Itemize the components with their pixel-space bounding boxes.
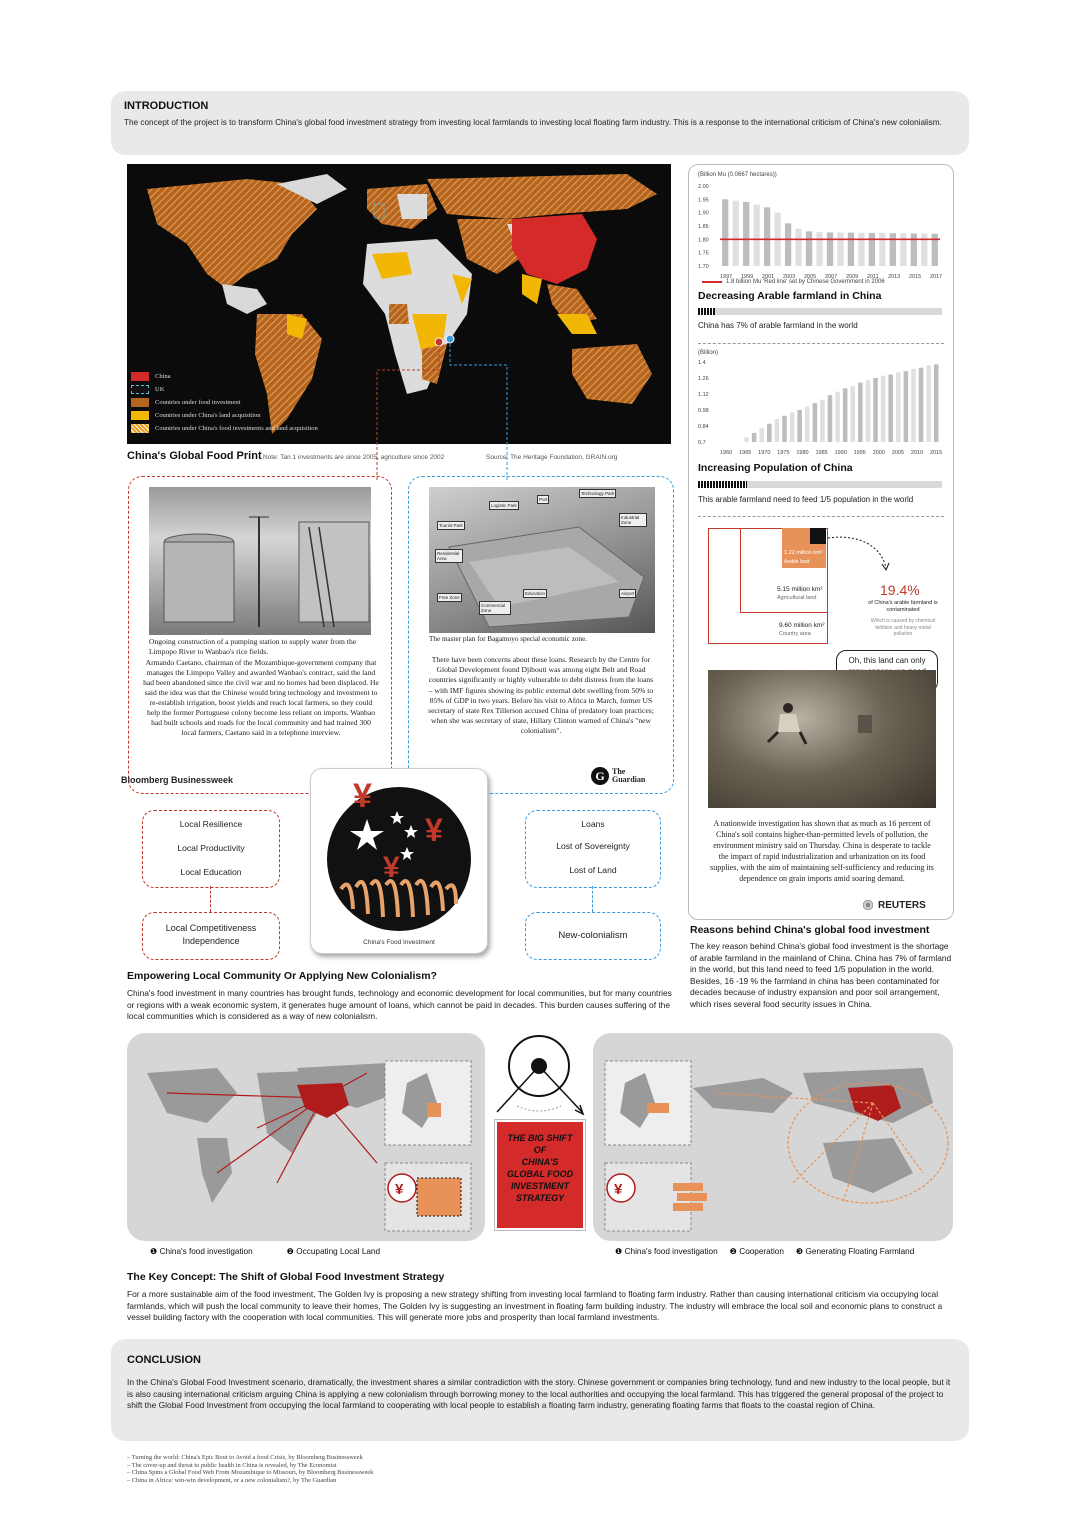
bar: [888, 375, 893, 442]
bar: [900, 233, 906, 266]
plan-label: Port: [539, 497, 548, 502]
legend-item: ❷ Cooperation: [729, 1247, 784, 1256]
bar: [873, 378, 878, 442]
conclusion-panel: [111, 1339, 969, 1441]
bar: [806, 231, 812, 266]
y-tick-label: 1.12: [698, 392, 709, 398]
bar: [835, 392, 840, 442]
divider: [698, 516, 944, 517]
bar: [827, 232, 833, 266]
percent-note: Which is caused by chemical fertilizer and heavy metal pollution: [870, 618, 936, 637]
x-tick-label: 2005: [804, 274, 817, 280]
chart1-title: Decreasing Arable farmland in China: [698, 290, 882, 302]
intro-panel: [111, 91, 969, 155]
guardian-logo: [591, 767, 645, 785]
contaminated-square: [810, 528, 826, 544]
bar: [858, 233, 864, 266]
farmer-figure-icon: [708, 670, 936, 808]
plan-label: Free Zone: [439, 595, 460, 600]
bar: [813, 403, 818, 442]
speech-bubble-text: Oh, this land can only: [848, 656, 926, 665]
guardian-card: [408, 476, 674, 794]
pill-item: Lost of Land: [569, 865, 617, 875]
bar: [775, 419, 780, 442]
y-tick-label: 1.75: [698, 250, 709, 257]
y-tick-label: 1.95: [698, 197, 709, 204]
plan-label: Technology Park: [581, 491, 615, 496]
bar: [921, 233, 927, 266]
map-connectors: [127, 340, 687, 490]
svg-text:¥: ¥: [395, 1181, 404, 1198]
competitiveness-pill: [142, 912, 280, 960]
box1-value: 1.22 million km²: [784, 550, 823, 556]
reuters-logo: [862, 899, 926, 911]
chart1-progress: [698, 308, 942, 315]
x-tick-label: 2007: [825, 274, 838, 280]
bar: [926, 365, 931, 442]
legend-item: ❸ Generating Floating Farmland: [795, 1247, 915, 1256]
center-caption: China's Food Investment: [363, 939, 435, 946]
plan-label: Education: [525, 591, 546, 596]
x-tick-label: 1999: [741, 274, 754, 280]
y-tick-label: 0.7: [698, 440, 706, 446]
reference-item: – Turning the world: China's Epic Bout to Avoid a food Crisis, by Bloomberg Businessweek: [127, 1454, 363, 1461]
shift-legend-left: [150, 1246, 380, 1256]
big-shift-box: [495, 1120, 585, 1230]
pill-item: Local Resilience: [179, 819, 243, 829]
big-shift-line: CHINA'S: [521, 1157, 559, 1167]
bar: [764, 207, 770, 266]
bar: [767, 424, 772, 442]
pill-item: Local Education: [180, 867, 242, 877]
y-tick-label: 1.85: [698, 224, 709, 230]
guardian-logo-text: [612, 768, 645, 784]
bloomberg-logo: Bloomberg Businessweek: [121, 775, 234, 785]
chart1-legend-text: 1.8 billion Mu 'Red line' set by Chinese Government in 2006: [726, 279, 885, 285]
bar: [754, 205, 760, 266]
china-food-investment-emblem: [311, 769, 487, 939]
bar: [733, 201, 739, 266]
chart1-subtitle: China has 7% of arable farmland in the world: [698, 321, 858, 330]
divider: [698, 343, 944, 344]
pill-item: New-colonialism: [558, 930, 628, 941]
chart1-plot: [698, 182, 946, 282]
svg-text:¥: ¥: [353, 777, 372, 815]
bar: [820, 400, 825, 442]
bar: [843, 388, 848, 442]
box3-value: 9.60 million km²: [779, 622, 825, 629]
map-caption-note: Note: Tan 1 investments are since 2005, agriculture since 2002: [263, 454, 445, 461]
bloomberg-card: [121, 476, 392, 794]
x-tick-label: 2013: [888, 274, 901, 280]
arable-square: [782, 528, 826, 568]
bar: [919, 368, 924, 442]
legend-label: Countries under China's food investments and land acquisition: [155, 425, 318, 432]
bar: [805, 407, 810, 442]
shift-legend-right: [615, 1246, 914, 1256]
svg-text:¥: ¥: [425, 812, 443, 848]
reuters-logo-text: REUTERS: [878, 899, 926, 911]
x-tick-label: 2017: [930, 274, 943, 280]
reference-item: – The cover-up and threat to public health in China is revealed, by The Economist: [127, 1461, 337, 1469]
legend-label: UK: [155, 386, 165, 393]
guardian-caption: The master plan for Bagamoyo special economic zone.: [429, 635, 588, 643]
bar: [795, 229, 801, 266]
empower-title: Empowering Local Community Or Applying New Colonialism?: [127, 970, 437, 982]
reuters-dots-icon: [862, 899, 874, 911]
pumping-station-photo: [149, 487, 371, 635]
legend-label: China: [155, 373, 171, 380]
y-tick-label: 0.98: [698, 408, 709, 414]
bar: [850, 386, 855, 442]
big-shift-line: THE BIG SHIFT: [507, 1133, 573, 1143]
pill-item: Local Competitiveness Independence: [165, 923, 257, 946]
y-tick-label: 2.00: [698, 184, 709, 190]
map-caption-source: Source: The Heritage Foundation, GRAIN.org: [486, 454, 618, 461]
x-tick-label: 2015: [909, 274, 922, 280]
bagamoyo-plan-image: [429, 487, 655, 633]
x-tick-label: 1960: [720, 450, 733, 456]
x-tick-label: 2010: [910, 450, 924, 456]
x-tick-label: 1995: [853, 450, 866, 456]
chart1-progress-fill: [698, 308, 715, 315]
north-america: [147, 179, 317, 289]
x-tick-label: 2000: [872, 450, 885, 456]
chart2-progress: [698, 481, 942, 488]
bar: [881, 376, 886, 442]
contamination-arrow: [826, 534, 896, 574]
svg-text:¥: ¥: [614, 1181, 623, 1198]
bar: [866, 380, 871, 442]
bar: [896, 372, 901, 442]
chart1-legend: [702, 279, 885, 285]
box2-label: Agricultural land: [777, 595, 817, 601]
x-tick-label: 2005: [891, 450, 905, 456]
shift-panel-right: [593, 1033, 953, 1241]
bar: [759, 428, 764, 442]
guardian-logo-the: The: [612, 767, 626, 776]
box3-label: Country area: [779, 631, 811, 637]
bar: [879, 233, 885, 266]
china-region: [512, 214, 597, 284]
red-line-swatch: [702, 281, 722, 283]
percent-label: of China's arable farmland is contaminated: [868, 600, 938, 613]
center-card: [310, 768, 488, 954]
bar: [934, 364, 939, 442]
x-tick-label: 1980: [796, 450, 809, 456]
chart1-ylabel: (Billion Mu (0.0667 hectares)): [698, 172, 777, 178]
bloomberg-caption: Ongoing construction of a pumping station to supply water from the Limpopo River to Wanbao's rice fields.: [149, 637, 357, 656]
intro-text: The concept of the project is to transform China's global food investment strategy from investing local farmlands to investing local floating farm industry. This is a response to the international criticism of China's new colonialism.: [124, 118, 942, 127]
x-tick-label: 2015: [930, 450, 943, 456]
keyconcept-title: The Key Concept: The Shift of Global Food Investment Strategy: [127, 1271, 445, 1283]
chart-population: [698, 350, 946, 510]
connector: [592, 886, 593, 912]
bar: [837, 232, 843, 266]
new-colonialism-pill: [525, 912, 661, 960]
x-tick-label: 2003: [783, 274, 796, 280]
y-tick-label: 1.4: [698, 360, 706, 366]
bar: [752, 433, 757, 442]
bar: [743, 202, 749, 266]
bar: [904, 371, 909, 442]
map-caption-title: China's Global Food Print: [127, 450, 262, 462]
legend-item: ❶ China's food investigation: [615, 1247, 718, 1256]
box1-label: Arable land: [784, 559, 810, 565]
big-shift-line: INVESTMENT: [510, 1181, 569, 1191]
big-shift-title: [497, 1122, 583, 1204]
legend-item: ❶ China's food investigation: [150, 1247, 253, 1256]
plan-label: Commercial Zone: [479, 601, 511, 615]
shift-arrow-icon: [487, 1030, 591, 1130]
bar: [782, 416, 787, 442]
reasons-title: Reasons behind China's global food investment: [690, 924, 930, 936]
x-tick-label: 1990: [834, 450, 847, 456]
x-tick-label: 2011: [867, 274, 879, 280]
bar: [828, 395, 833, 442]
conclusion-title: CONCLUSION: [127, 1354, 201, 1366]
big-shift-line: OF: [533, 1145, 547, 1155]
y-tick-label: 1.90: [698, 210, 709, 217]
polluted-land-photo: [708, 670, 936, 808]
reasons-text: The key reason behind China's global food investment is the shortage of arable farmland in the mainland of China. China has 7% of farmland in the world, but this land need to feed 1/5 population in the world. Besides, 16 -19 % the farmland in china has been contaminated for decades because of industry expansion and poor soil arrangement, which rises several food security issues in China.: [690, 941, 952, 1009]
y-tick-label: 1.26: [698, 376, 709, 382]
conclusion-text: In the China's Global Food Investment scenario, dramatically, the investment shares a similar contradiction with the story. Chinese government or companies bring technology, fund and new industry to the local people, but it is also causing international criticism arguing China is applying a new colonialism through borrowing money to the local authorities and occupying the local farmland. This has triggered the general proposal of the project to shift the Global Food Investment from occupying the local farmland to cooperating with local people to establish a floating farm industry, generating floating farms that floats to the coastal region of China.: [127, 1377, 951, 1410]
russia: [427, 174, 657, 219]
risks-pill: [525, 810, 661, 888]
plan-label: Industrial Zone: [619, 513, 647, 527]
pill-item: Local Productivity: [177, 843, 245, 853]
chart2-ylabel: (Billion): [698, 350, 719, 356]
big-shift-line: GLOBAL FOOD: [506, 1169, 574, 1179]
x-tick-label: 2009: [846, 274, 859, 280]
pill-item: Lost of Sovereignty: [556, 841, 630, 851]
legend-label: Countries under China's land acquisition: [155, 412, 261, 419]
bar: [848, 233, 854, 266]
bar: [858, 383, 863, 442]
chart2-progress-fill: [698, 481, 747, 488]
plan-label: Residential Area: [435, 549, 463, 563]
plan-label: Logistic Park: [491, 503, 517, 508]
legend-label: Countries under food investment: [155, 399, 241, 406]
bar: [869, 233, 875, 266]
reuters-text: A nationwide investigation has shown that as much as 16 percent of China's soil contains higher-than-permitted levels of pollution, the environment ministry said on Thursday. China is desperate to tackle the impact of rapid industrialization and urbanization on its food supplies, with the aim of maintaining self-sufficiency and reducing its dependence on grain imports amid soaring demand.: [710, 819, 934, 883]
y-tick-label: 1.80: [698, 237, 709, 244]
guardian-g-icon: G: [591, 767, 609, 785]
plan-label: Airport: [621, 591, 635, 596]
bloomberg-text: Armando Caetano, chairman of the Mozambique-government company that manages the Limpopo Valley and awarded Wanbao's contract, said the land had been abandoned since the civil war and no homes had been displaced. He said the idea was that the Chinese would bring technology and investment to re-establish irrigation, boost yields and reach local farmers, so they could help the former Portuguese colony become less reliant on imports. Wanbao had built schools and roads for the local community and had trained 300 local farmers, Caetano said in a telephone interview.: [143, 658, 379, 737]
bar: [785, 223, 791, 266]
percent-value: 19.4%: [880, 582, 920, 598]
chart2-title: Increasing Population of China: [698, 462, 853, 474]
x-tick-label: 1970: [758, 450, 771, 456]
chart2-subtitle: This arable farmland need to feed 1/5 population in the world: [698, 495, 914, 504]
shift-panel-left: [127, 1033, 485, 1241]
bar: [911, 369, 916, 442]
y-tick-label: 0.84: [698, 424, 709, 430]
x-tick-label: 1975: [777, 450, 790, 456]
x-tick-label: 2001: [762, 274, 775, 280]
bar: [790, 412, 795, 442]
shift-map-left: [127, 1033, 485, 1241]
guardian-text: There have been concerns about these loans. Research by the Centre for Global Development found Djibouti was among eight Belt and Road countries significantly or highly vulnerable to debt distress from the loans – with IMF figures showing its public external debt swelling from 50% to 85% of GDP in two years. Before his visit to Africa in March, former US secretary of state Rex Tillerson accused China of predatory loan practices; when she was secretary of state, Hillary Clinton warned of China's "new colonialism".: [428, 655, 654, 736]
bar: [722, 199, 728, 266]
chart-arable: [698, 172, 946, 342]
benefits-pill: [142, 810, 280, 888]
x-tick-label: 1965: [739, 450, 752, 456]
land-diagram: [708, 528, 944, 646]
bar: [816, 232, 822, 266]
box2-value: 5.15 million km²: [777, 586, 823, 593]
bar: [890, 233, 896, 266]
shift-diagram-center: [487, 1030, 591, 1240]
chart2-plot: [698, 358, 946, 458]
plan-label: Tourist Park: [439, 523, 463, 528]
big-shift-line: STRATEGY: [515, 1193, 565, 1203]
empower-text: China's food investment in many countries has brought funds, technology and economic development for local communities, but for many countries or regions with a weak economic system, it generates huge amount of loans, which cannot be paid in decades. This burden causes suffering of the local communities which is considered as a way of new colonialism.: [127, 988, 672, 1021]
references: [127, 1454, 373, 1484]
intro-title: INTRODUCTION: [124, 100, 209, 112]
reference-item: – China in Africa: win-win development, or a new colonialism?, by The Guardian: [127, 1476, 337, 1484]
bar: [911, 233, 917, 266]
x-tick-label: 1997: [720, 274, 733, 280]
bar: [797, 410, 802, 442]
bar: [744, 437, 749, 442]
guardian-logo-name: Guardian: [612, 775, 646, 784]
pill-item: Loans: [581, 819, 605, 829]
x-tick-label: 1985: [815, 450, 828, 456]
svg-text:¥: ¥: [383, 851, 400, 884]
construction-image-icon: [149, 487, 371, 635]
shift-map-right: [593, 1033, 953, 1241]
legend-item: ❷ Occupating Local Land: [286, 1247, 381, 1256]
reference-item: – China Spins a Global Food Web From Mozambique to Missouri, by Bloomberg Businessweek: [127, 1469, 374, 1477]
connector: [210, 886, 211, 912]
keyconcept-text: For a more sustainable aim of the food investment, The Golden Ivy is proposing a new strategy shifting from investing local farmland to floating farm industry. Rather than causing international criticism via occupying local farmlands, which will push the local community to leave their homes, The Golden Ivy is suggesting an investment in floating farm building industry. The industry will embrace the local soil and economic plans to construct a vessel building factory with the cooperation with local communities. This will generate more jobs and prosperity than local farmland investments.: [127, 1289, 943, 1322]
y-tick-label: 1.70: [698, 264, 709, 270]
